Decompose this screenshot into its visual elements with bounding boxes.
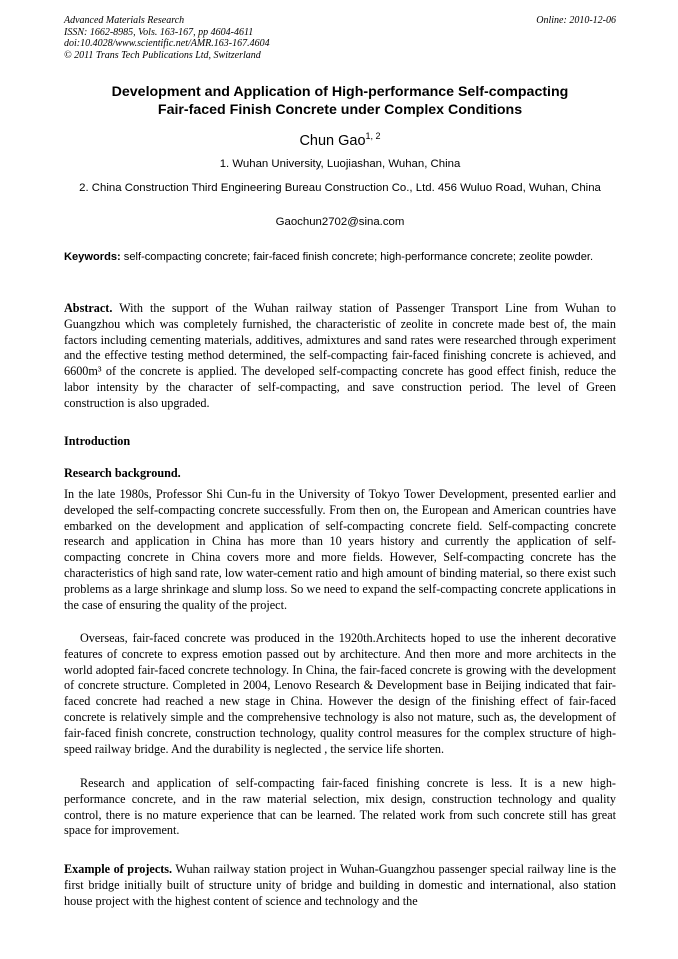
author-affiliation-marks: 1, 2 — [365, 131, 381, 141]
example-projects-label: Example of projects. — [64, 862, 173, 876]
keywords — [64, 250, 616, 264]
title-line-1: Development and Application of High-performance Self-compacting — [111, 84, 569, 100]
journal-name: Advanced Materials Research — [64, 15, 185, 26]
section-heading-introduction: Introduction — [64, 434, 131, 448]
abstract — [64, 301, 616, 412]
online-date: Online: 2010-12-06 — [536, 15, 616, 26]
author-email: Gaochun2702@sina.com — [275, 216, 405, 228]
paper-title — [64, 83, 616, 119]
keywords-label: Keywords: — [64, 251, 121, 263]
doi-line: doi:10.4028/www.scientific.net/AMR.163-167.4604 — [64, 38, 270, 49]
journal-header — [64, 15, 616, 61]
paragraph-1: In the late 1980s, Professor Shi Cun-fu in the University of Tokyo Tower Development, presented earlier and developed the self-compacting concrete successfully. From then on, the European and American countries have embarked on the development and application of self-compacting concrete field. Self-compacting concrete research and application in China has more than 10 years history and currently the application of self-compacting concrete in China covers more and more fields. However, Self-compacting concrete has the characteristics of high sand rate, low water-cement ratio and high amount of binding material, so there exist such problems as a large shrinkage and slump loss. So we need to expand the self-compacting concrete applications in the case of ensuring the quality of the project. — [64, 487, 616, 612]
example-projects-text: Wuhan railway station project in Wuhan-Guangzhou passenger special railway line is the first bridge initially built of structure unity of bridge and building in domestic and international, also station house project with the highest content of science and technology and the — [64, 862, 616, 908]
abstract-label: Abstract. — [64, 301, 113, 315]
keywords-text: self-compacting concrete; fair-faced finish concrete; high-performance concrete; zeolite powder. — [120, 251, 594, 263]
author-name: Chun Gao — [299, 133, 366, 149]
copyright-line: © 2011 Trans Tech Publications Ltd, Switzerland — [64, 49, 261, 61]
affiliation-2: 2. China Construction Third Engineering Bureau Construction Co., Ltd. 456 Wuluo Road, Wuhan, China — [79, 182, 601, 194]
paragraph-example-of-projects — [64, 862, 616, 909]
abstract-text: With the support of the Wuhan railway station of Passenger Transport Line from Wuhan to Guangzhou which was completely furnished, the characteristic of zeolite in concrete made best of, the main factors including cementing materials, additives, admixtures and sand rates were researched through experiment and the effective testing method determined, the self-compacting fair-faced finishing concrete is achieved, and 6600m³ of the concrete is applied. The developed self-compacting concrete has good effect finish, reduce the labor intensity by the character of self-compacting, and save construction period. The level of Green construction is also upgraded. — [64, 301, 616, 410]
affiliation-1: 1. Wuhan University, Luojiashan, Wuhan, China — [219, 158, 461, 170]
issn-line: ISSN: 1662-8985, Vols. 163-167, pp 4604-4611 — [64, 26, 254, 38]
subsection-heading-research-background: Research background. — [64, 466, 181, 480]
paragraph-2: Overseas, fair-faced concrete was produced in the 1920th.Architects hoped to use the inherent decorative features of concrete to express emotion passed out by architecture. And then more and more architects in the world adopted fair-faced concrete technology. In China, the fair-faced concrete is growing with the development of concrete structure. Completed in 2004, Lenovo Research & Development base in Beijing indicated that fair-faced concrete had reached a new stage in China. However the design of the finishing effect of fair-faced concrete is relatively simple and the comprehensive technology is also not mature, such as, the development of fair-faced finish concrete, construction technology, quality control measures for the complex structure of high-speed railway bridge. And the durability is neglected , the service life shorten. — [64, 631, 616, 756]
paragraph-3: Research and application of self-compacting fair-faced finishing concrete is less. It is a new high-performance concrete, and in the raw material selection, mix design, construction technology and quality control, there is no mature experience that can be learned. The related work from such concrete still has great space for improvement. — [64, 776, 616, 838]
author-line — [64, 131, 616, 149]
title-line-2: Fair-faced Finish Concrete under Complex Conditions — [157, 102, 523, 118]
